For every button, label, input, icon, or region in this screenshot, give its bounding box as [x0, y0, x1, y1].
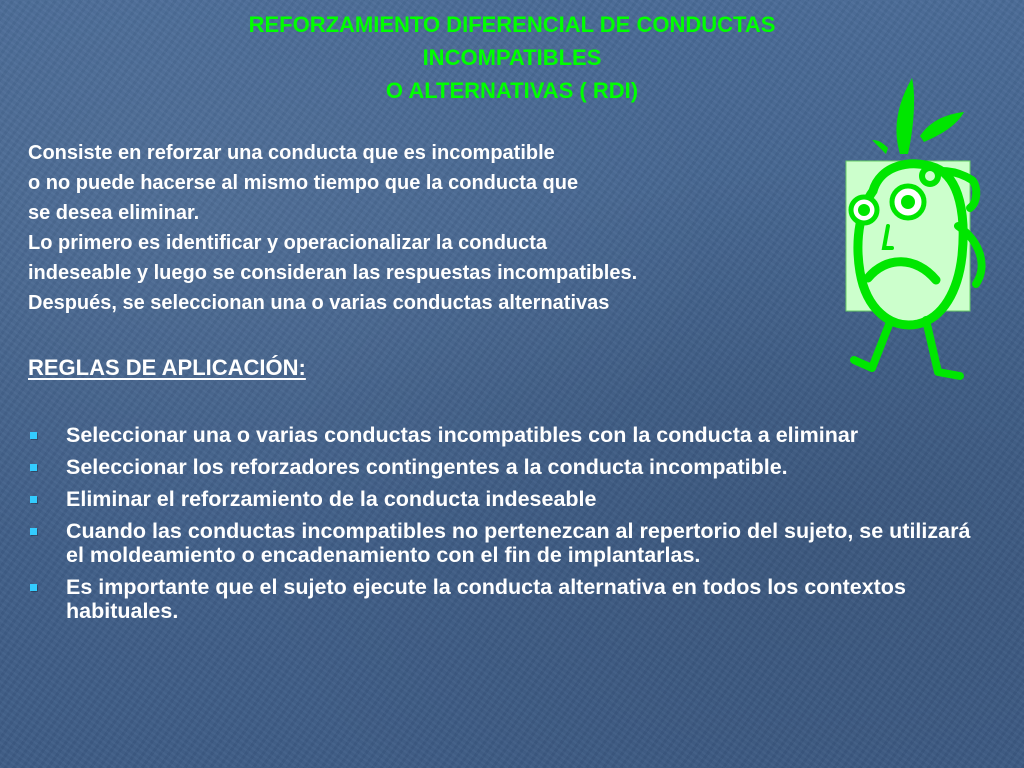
rule-item [28, 487, 988, 511]
title-line: O ALTERNATIVAS ( RDI) [385, 78, 639, 103]
rule-text: Seleccionar los reforzadores contingentes a la conducta incompatible. [66, 455, 788, 479]
square-bullet-icon [30, 496, 37, 503]
square-bullet-icon [30, 464, 37, 471]
title-line: REFORZAMIENTO DIFERENCIAL DE CONDUCTAS [248, 12, 776, 37]
intro-paragraph [28, 138, 848, 318]
rule-item [28, 455, 988, 479]
intro-line: indeseable y luego se consideran las respuestas incompatibles. [28, 262, 638, 284]
intro-line: se desea eliminar. [28, 202, 200, 224]
rules-heading: REGLAS DE APLICACIÓN: [28, 355, 306, 380]
rule-item [28, 575, 988, 623]
title-line: INCOMPATIBLES [422, 45, 602, 70]
slide-title [120, 8, 904, 107]
rule-text: Es importante que el sujeto ejecute la conducta alternativa en todos los contextos habituales. [66, 575, 906, 623]
rules-list [28, 423, 988, 631]
rule-item [28, 519, 988, 567]
rule-text: Eliminar el reforzamiento de la conducta indeseable [66, 487, 597, 511]
square-bullet-icon [30, 584, 37, 591]
rule-text: Seleccionar una o varias conductas incompatibles con la conducta a eliminar [66, 423, 859, 447]
intro-line: o no puede hacerse al mismo tiempo que la conducta que [28, 172, 579, 194]
square-bullet-icon [30, 528, 37, 535]
intro-line: Lo primero es identificar y operacionalizar la conducta [28, 232, 548, 254]
intro-line: Consiste en reforzar una conducta que es incompatible [28, 142, 555, 164]
rule-text: Cuando las conductas incompatibles no pertenezcan al repertorio del sujeto, se utilizará el moldeamiento o encadenamiento con el fin de implantarlas. [66, 519, 971, 567]
rule-item [28, 423, 988, 447]
worried-green-character-icon [838, 76, 988, 388]
square-bullet-icon [30, 432, 37, 439]
intro-line: Después, se seleccionan una o varias conductas alternativas [28, 292, 610, 314]
